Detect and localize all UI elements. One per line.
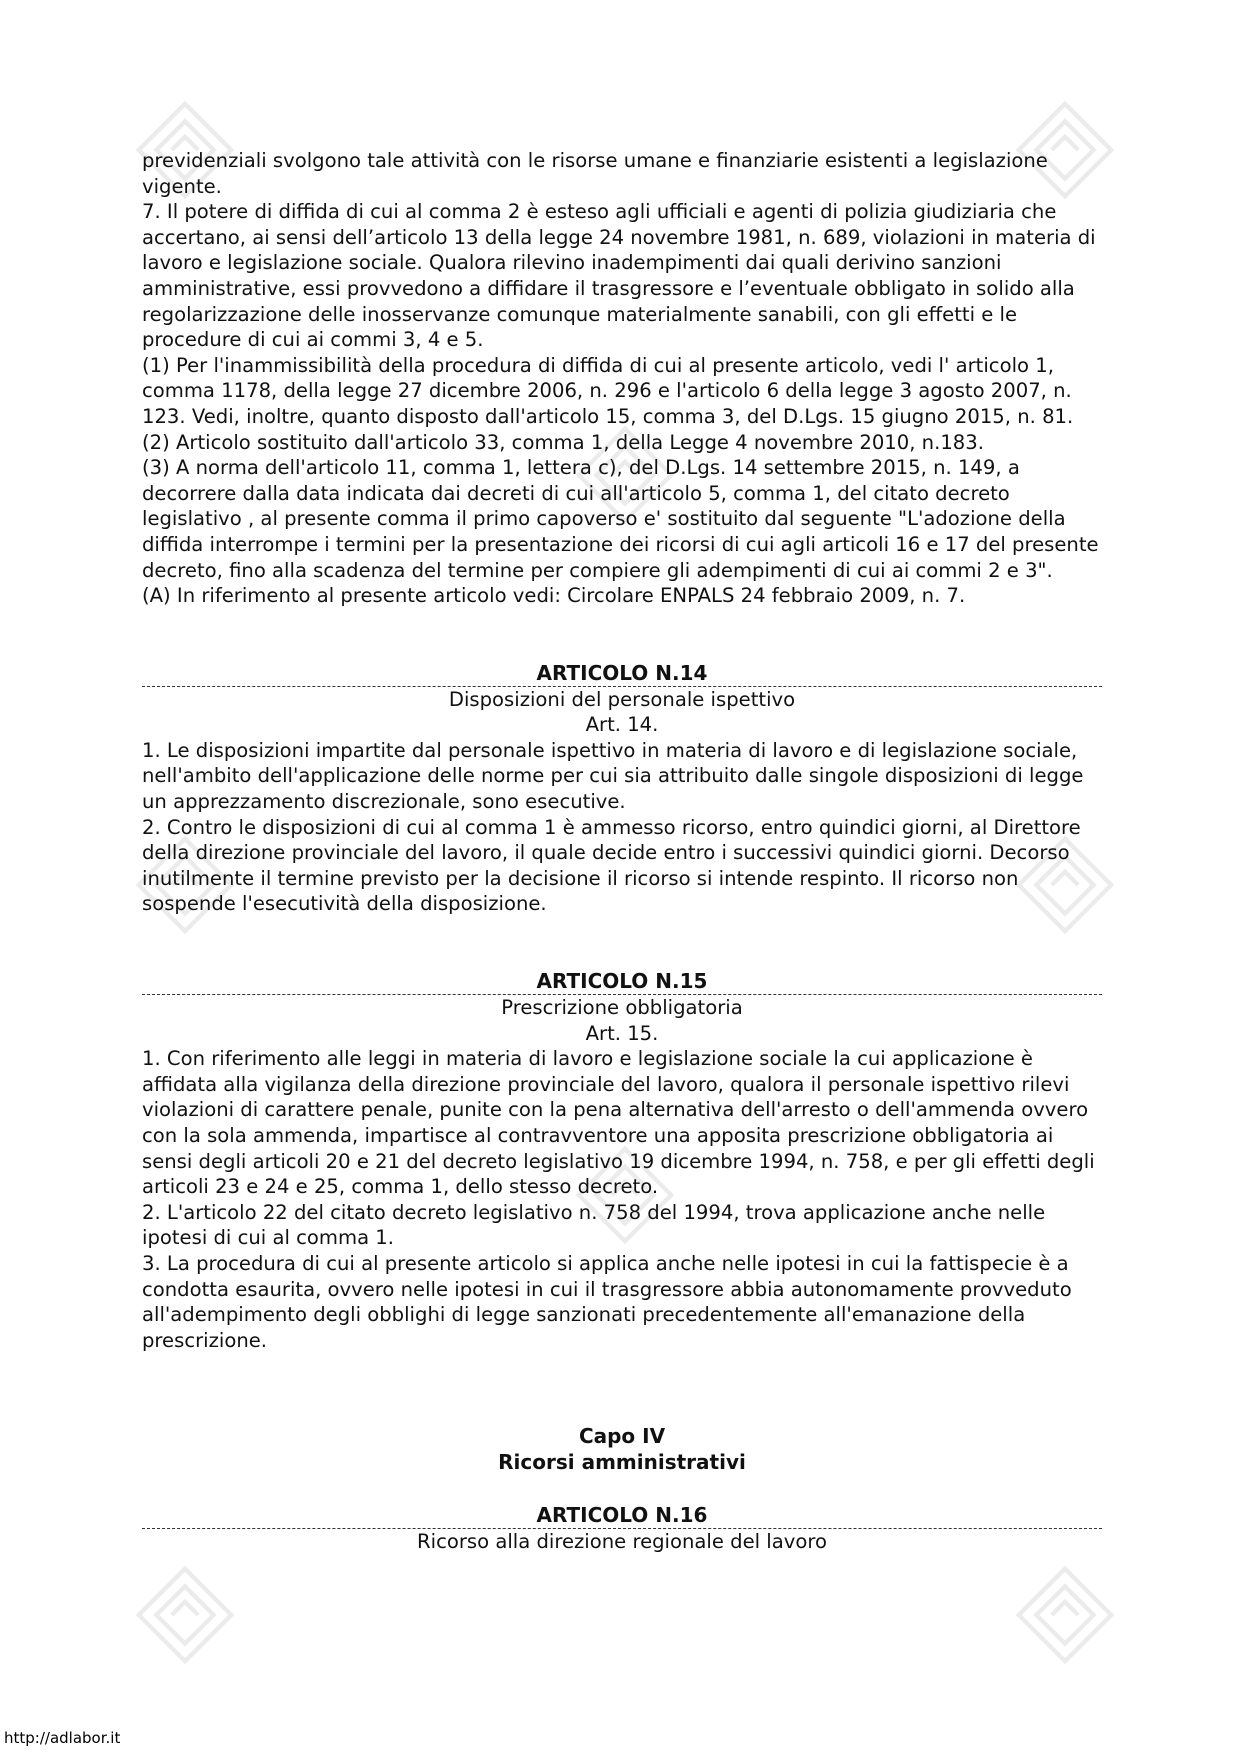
paragraph: 2. L'articolo 22 del citato decreto legislativo n. 758 del 1994, trova applicazione anche nelle ipotesi di cui al comma 1. — [142, 1200, 1046, 1250]
footnote: (2) Articolo sostituito dall'articolo 33, comma 1, della Legge 4 novembre 2010, n.183. — [142, 430, 984, 454]
capo-subtitle: Ricorsi amministrativi — [498, 1450, 746, 1475]
article-heading: ARTICOLO N.16 — [142, 1503, 1102, 1529]
capo-title: Capo IV — [578, 1424, 666, 1449]
footnote: (A) In riferimento al presente articolo vedi: Circolare ENPALS 24 febbraio 2009, n. 7. — [142, 584, 966, 608]
article-16 — [142, 1503, 1102, 1555]
paragraph: 2. Contro le disposizioni di cui al comma 1 è ammesso ricorso, entro quindici giorni, al Direttore della direzione provinciale del lavoro, il quale decide entro i successivi quindici giorni. Decorso inutilmente il termine previsto per la decisione il ricorso si intende respinto. Il ricorso non sospende l'esecutività della disposizione. — [142, 815, 1081, 916]
paragraph: 3. La procedura di cui al presente articolo si applica anche nelle ipotesi in cui la fattispecie è a condotta esaurita, ovvero nelle ipotesi in cui il trasgressore abbia autonomamente provveduto all'adempimento degli obblighi di legge sanzionati precedentemente all'emanazione della prescrizione. — [142, 1251, 1072, 1352]
article-subtitle: Ricorso alla direzione regionale del lavoro — [417, 1530, 827, 1554]
paragraph: 7. Il potere di diffida di cui al comma 2 è esteso agli ufficiali e agenti di polizia giudiziaria che accertano, ai sensi dell’articolo 13 della legge 24 novembre 1981, n. 689, violazioni in materia di lavoro e legislazione sociale. Qualora rilevino inadempimenti dai quali derivino sanzioni amministrative, essi provvedono a diffidare il trasgressore e l’eventuale obbligato in solido alla regolarizzazione delle inosservanze comunque materialmente sanabili, con gli effetti e le procedure di cui ai commi 3, 4 e 5. — [142, 200, 1096, 352]
paragraph: previdenziali svolgono tale attività con le risorse umane e finanziarie esistenti a legislazione vigente. — [142, 149, 1048, 198]
article-number: Art. 15. — [585, 1021, 659, 1045]
article-heading: ARTICOLO N.14 — [142, 661, 1102, 687]
article-heading: ARTICOLO N.15 — [142, 969, 1102, 995]
article-15 — [142, 969, 1102, 1353]
watermark-logo-icon — [130, 1560, 240, 1670]
article-number: Art. 14. — [585, 713, 659, 737]
article-subtitle: Prescrizione obbligatoria — [501, 996, 743, 1020]
paragraph: 1. Con riferimento alle leggi in materia di lavoro e legislazione sociale la cui applicazione è affidata alla vigilanza della direzione provinciale del lavoro, qualora il personale ispettivo rilevi violazioni di carattere penale, punite con la pena alternativa dell'arresto o dell'ammenda ovvero con la sola ammenda, impartisce al contravventore una apposita prescrizione obbligatoria ai sensi degli articoli 20 e 21 del decreto legislativo 19 dicembre 1994, n. 758, e per gli effetti degli articoli 23 e 24 e 25, comma 1, dello stesso decreto. — [142, 1047, 1095, 1199]
article-subtitle: Disposizioni del personale ispettivo — [448, 687, 796, 711]
document-page — [142, 148, 1102, 1555]
footer-url: http://adlabor.it — [4, 1729, 121, 1747]
footnote: (3) A norma dell'articolo 11, comma 1, lettera c), del D.Lgs. 14 settembre 2015, n. 149, a decorrere dalla data indicata dai decreti di cui all'articolo 5, comma 1, del citato decreto legislativo , al presente comma il primo capoverso e' sostituito dal seguente "L'adozione della diffida interrompe i termini per la presentazione dei ricorsi di cui agli articoli 16 e 17 del presente decreto, fino alla scadenza del termine per compiere gli adempimenti di cui ai commi 2 e 3". — [142, 456, 1099, 582]
footnote: (1) Per l'inammissibilità della procedura di diffida di cui al presente articolo, vedi l' articolo 1, comma 1178, della legge 27 dicembre 2006, n. 296 e l'articolo 6 della legge 3 agosto 2007, n. 123. Vedi, inoltre, quanto disposto dall'articolo 15, comma 3, del D.Lgs. 15 giugno 2015, n. 81. — [142, 353, 1074, 428]
article-13-continuation — [142, 148, 1102, 609]
paragraph: 1. Le disposizioni impartite dal personale ispettivo in materia di lavoro e di legislazione sociale, nell'ambito dell'applicazione delle norme per cui sia attribuito dalle singole disposizioni di legge un apprezzamento discrezionale, sono esecutive. — [142, 738, 1084, 814]
article-14 — [142, 661, 1102, 917]
capo-iv — [142, 1423, 1102, 1475]
watermark-logo-icon — [1010, 1560, 1120, 1670]
